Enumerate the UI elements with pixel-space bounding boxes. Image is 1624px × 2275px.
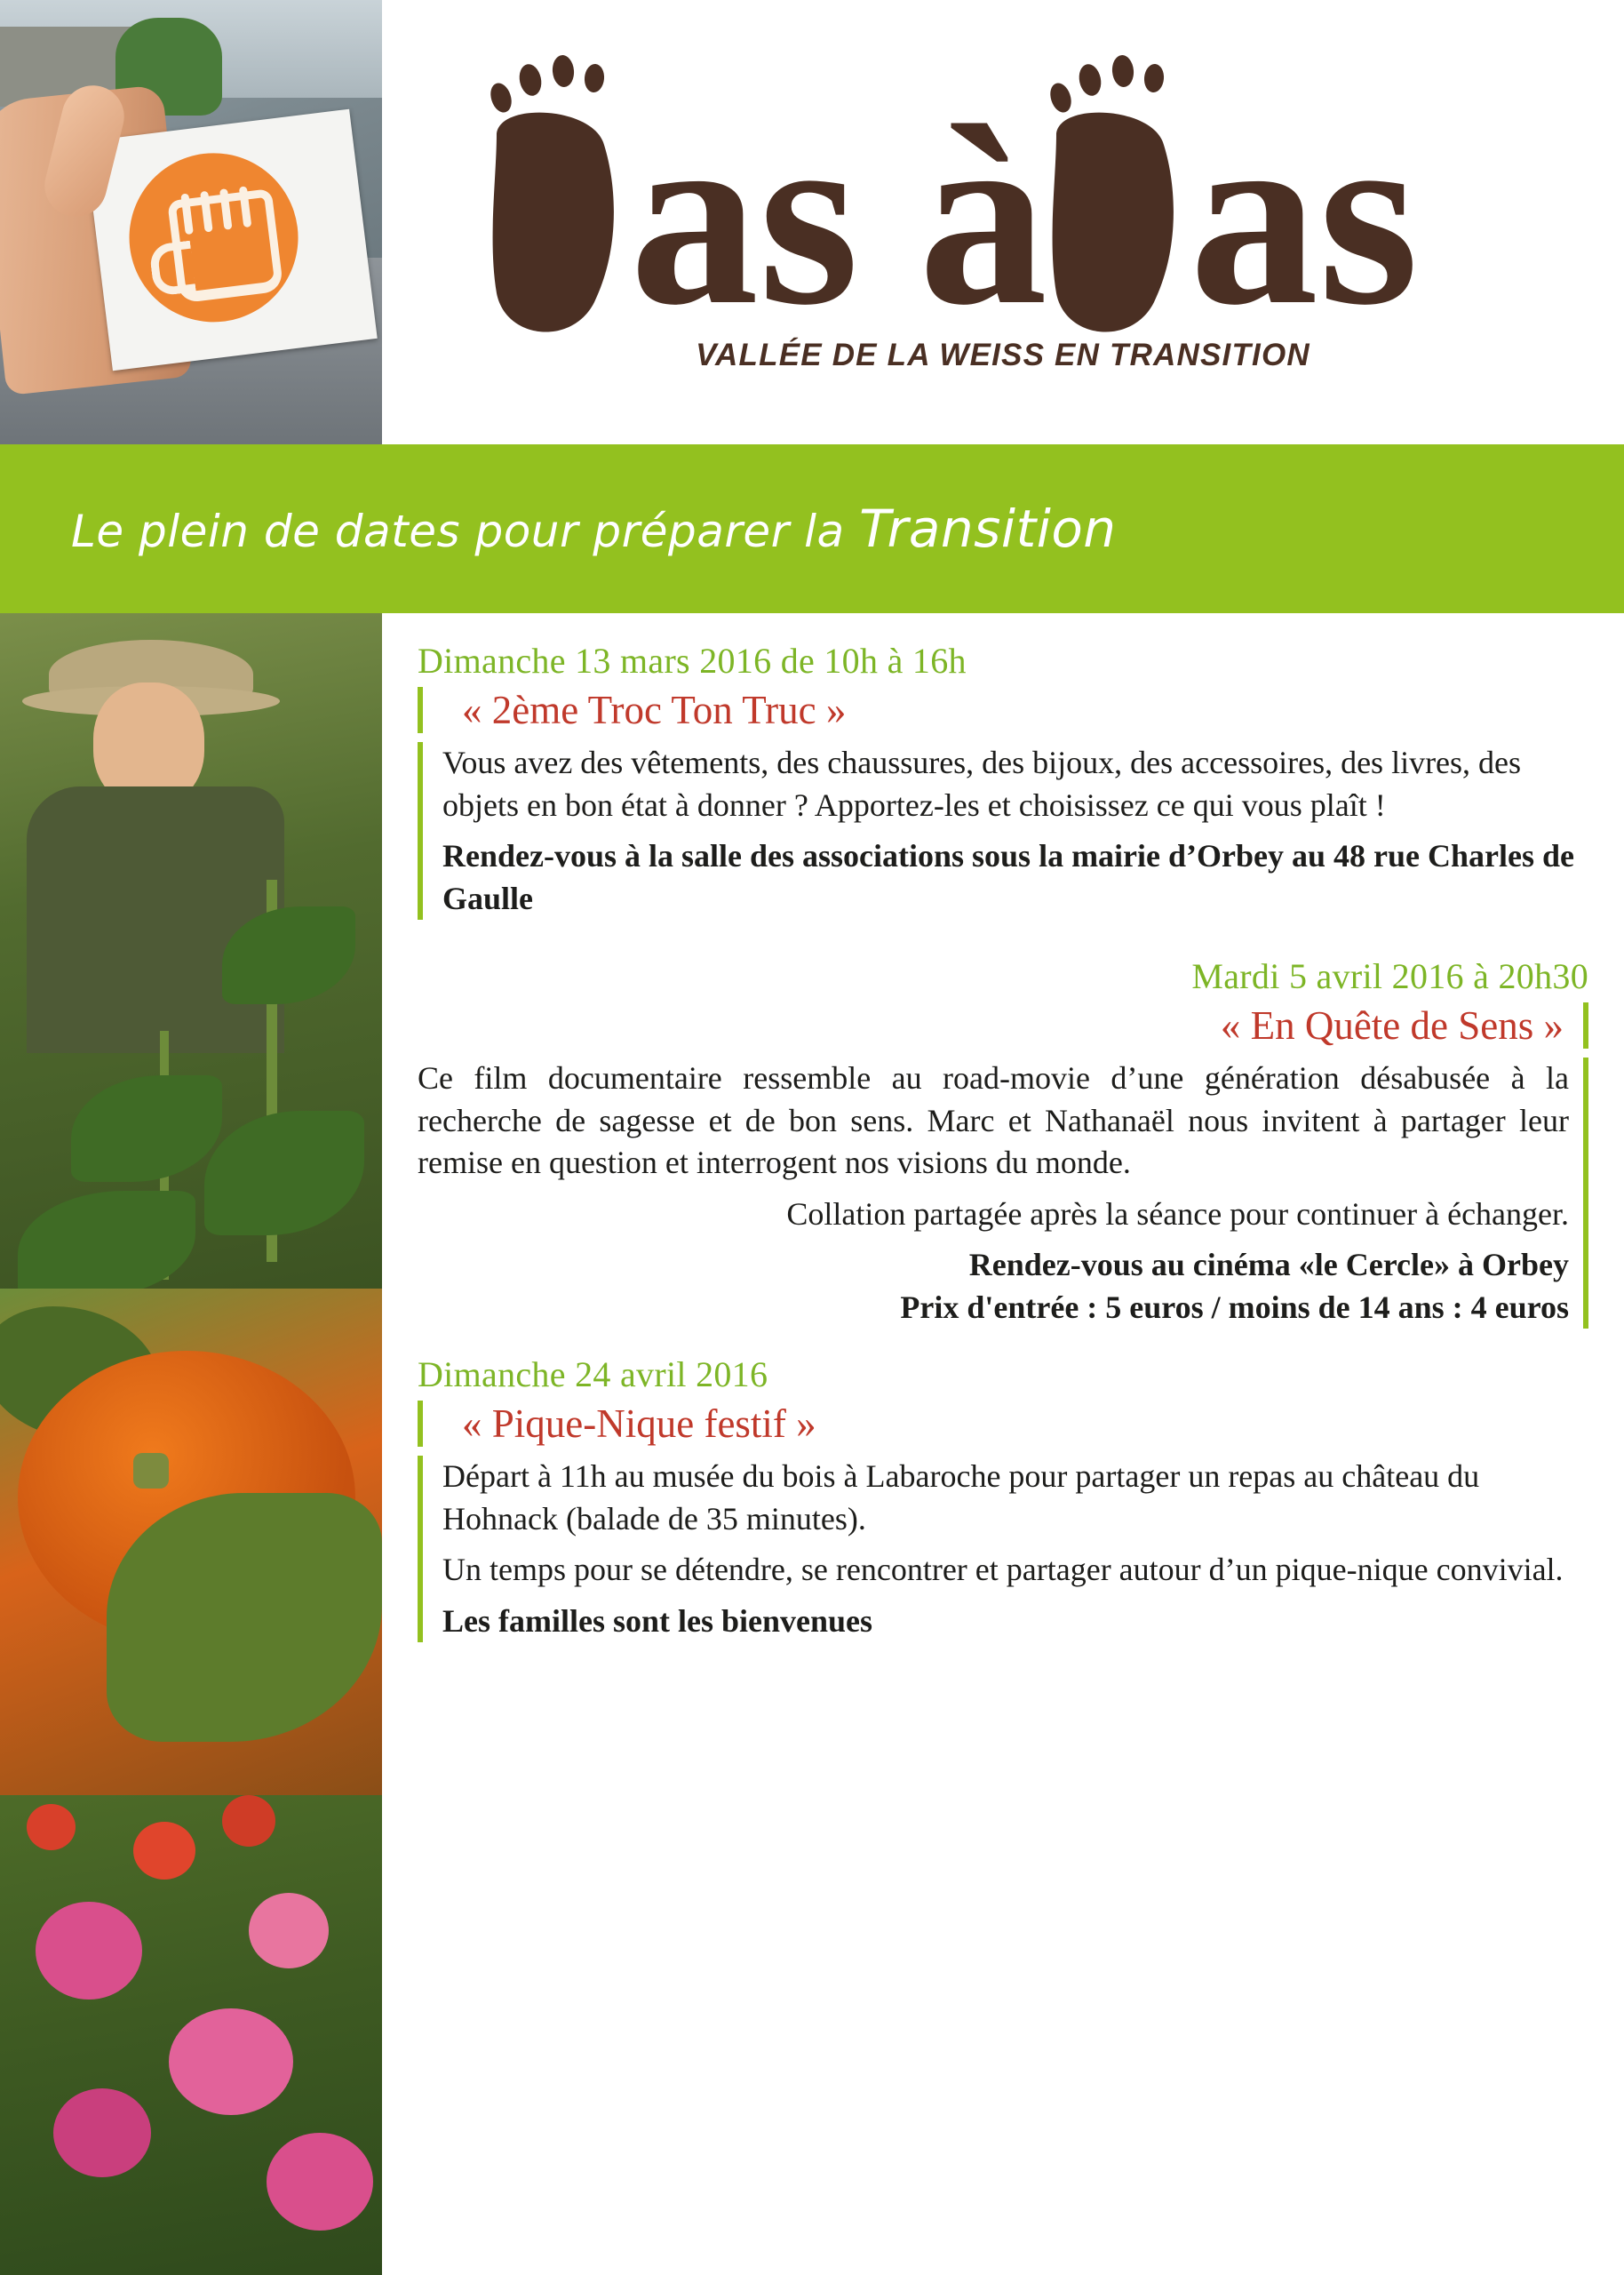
banner-title-script: Transition	[859, 499, 1117, 559]
header	[0, 0, 1624, 444]
photo-leaf-big	[107, 1493, 382, 1742]
logo-block	[382, 0, 1624, 444]
photo-jardinier	[0, 613, 382, 1289]
event-date: Mardi 5 avril 2016 à 20h30	[1191, 956, 1588, 997]
logo-tagline	[382, 338, 1624, 373]
pas-a-pas-logo-icon	[412, 9, 1594, 347]
hand-logo-circle	[120, 143, 308, 331]
tomato-1	[133, 1822, 195, 1880]
flower-5	[267, 2133, 373, 2231]
flower-4	[249, 1893, 329, 1968]
photo-fleurs	[0, 1795, 382, 2275]
event-paragraph: Ce film documentaire ressemble au road-movie d’une génération désabusée à la recherche de sagesse et de bon sens. Marc et Nathanaël nous invitent à partager leur remise en question et interrogent nos visions du monde.	[418, 1060, 1569, 1181]
flower-3	[53, 2088, 151, 2177]
event-paragraph: Collation partagée après la séance pour continuer à échanger.	[786, 1195, 1569, 1232]
event-paragraph: Les familles sont les bienvenues	[442, 1602, 873, 1639]
events-list	[382, 613, 1624, 2275]
tomato-2	[222, 1795, 275, 1847]
logo-tagline-text: VALLÉE DE LA WEISS EN TRANSITION	[696, 338, 1310, 372]
event-title: « 2ème Troc Ton Truc »	[418, 687, 1588, 733]
event-date: Dimanche 13 mars 2016 de 10h à 16h	[418, 641, 967, 681]
svg-text:as: as	[630, 73, 859, 347]
svg-text:à: à	[919, 73, 1047, 347]
event-item	[418, 1353, 1588, 1642]
event-paragraph: Un temps pour se détendre, se rencontrer et partager autour d’un pique-nique convivial.	[442, 1552, 1564, 1588]
flower-1	[36, 1902, 142, 2000]
banner-title	[0, 499, 1117, 559]
event-title: « En Quête de Sens »	[418, 1002, 1588, 1049]
event-title: « Pique-Nique festif »	[418, 1401, 1588, 1447]
event-item	[418, 955, 1588, 1329]
photo-card	[84, 109, 377, 371]
event-paragraph: Rendez-vous à la salle des associations sous la mairie d’Orbey au 48 rue Charles de Gaulle	[442, 838, 1574, 916]
photo-leaf-2	[71, 1075, 222, 1182]
tomato-3	[27, 1804, 76, 1850]
event-paragraph: Rendez-vous au cinéma «le Cercle» à Orbey	[968, 1247, 1569, 1283]
event-paragraph: Prix d'entrée : 5 euros / moins de 14 ans : 4 euros	[900, 1289, 1569, 1325]
banner-title-plain: Le plein de dates pour préparer la	[71, 506, 860, 557]
photo-leaf-3	[204, 1111, 364, 1235]
header-photo	[0, 0, 382, 444]
flower-2	[169, 2008, 293, 2115]
event-paragraph: Vous avez des vêtements, des chaussures, des bijoux, des accessoires, des livres, des objets en bon état à donner ? Apportez-les et choisissez ce qui vous plaît !	[442, 745, 1522, 823]
event-item	[418, 640, 1588, 920]
event-body	[418, 742, 1588, 920]
green-banner	[0, 444, 1624, 613]
photo-pumpkin-stem	[133, 1453, 169, 1489]
photo-citrouille	[0, 1289, 382, 1795]
event-paragraph: Départ à 11h au musée du bois à Labaroche pour partager un repas au château du Hohnack (balade de 35 minutes).	[442, 1458, 1480, 1537]
event-body	[418, 1456, 1588, 1642]
photo-body	[27, 786, 284, 1053]
photo-leaf-4	[18, 1191, 195, 1289]
photo-column	[0, 613, 382, 2275]
svg-text:as: as	[1190, 73, 1419, 347]
event-date: Dimanche 24 avril 2016	[418, 1354, 768, 1395]
event-body	[418, 1058, 1588, 1329]
